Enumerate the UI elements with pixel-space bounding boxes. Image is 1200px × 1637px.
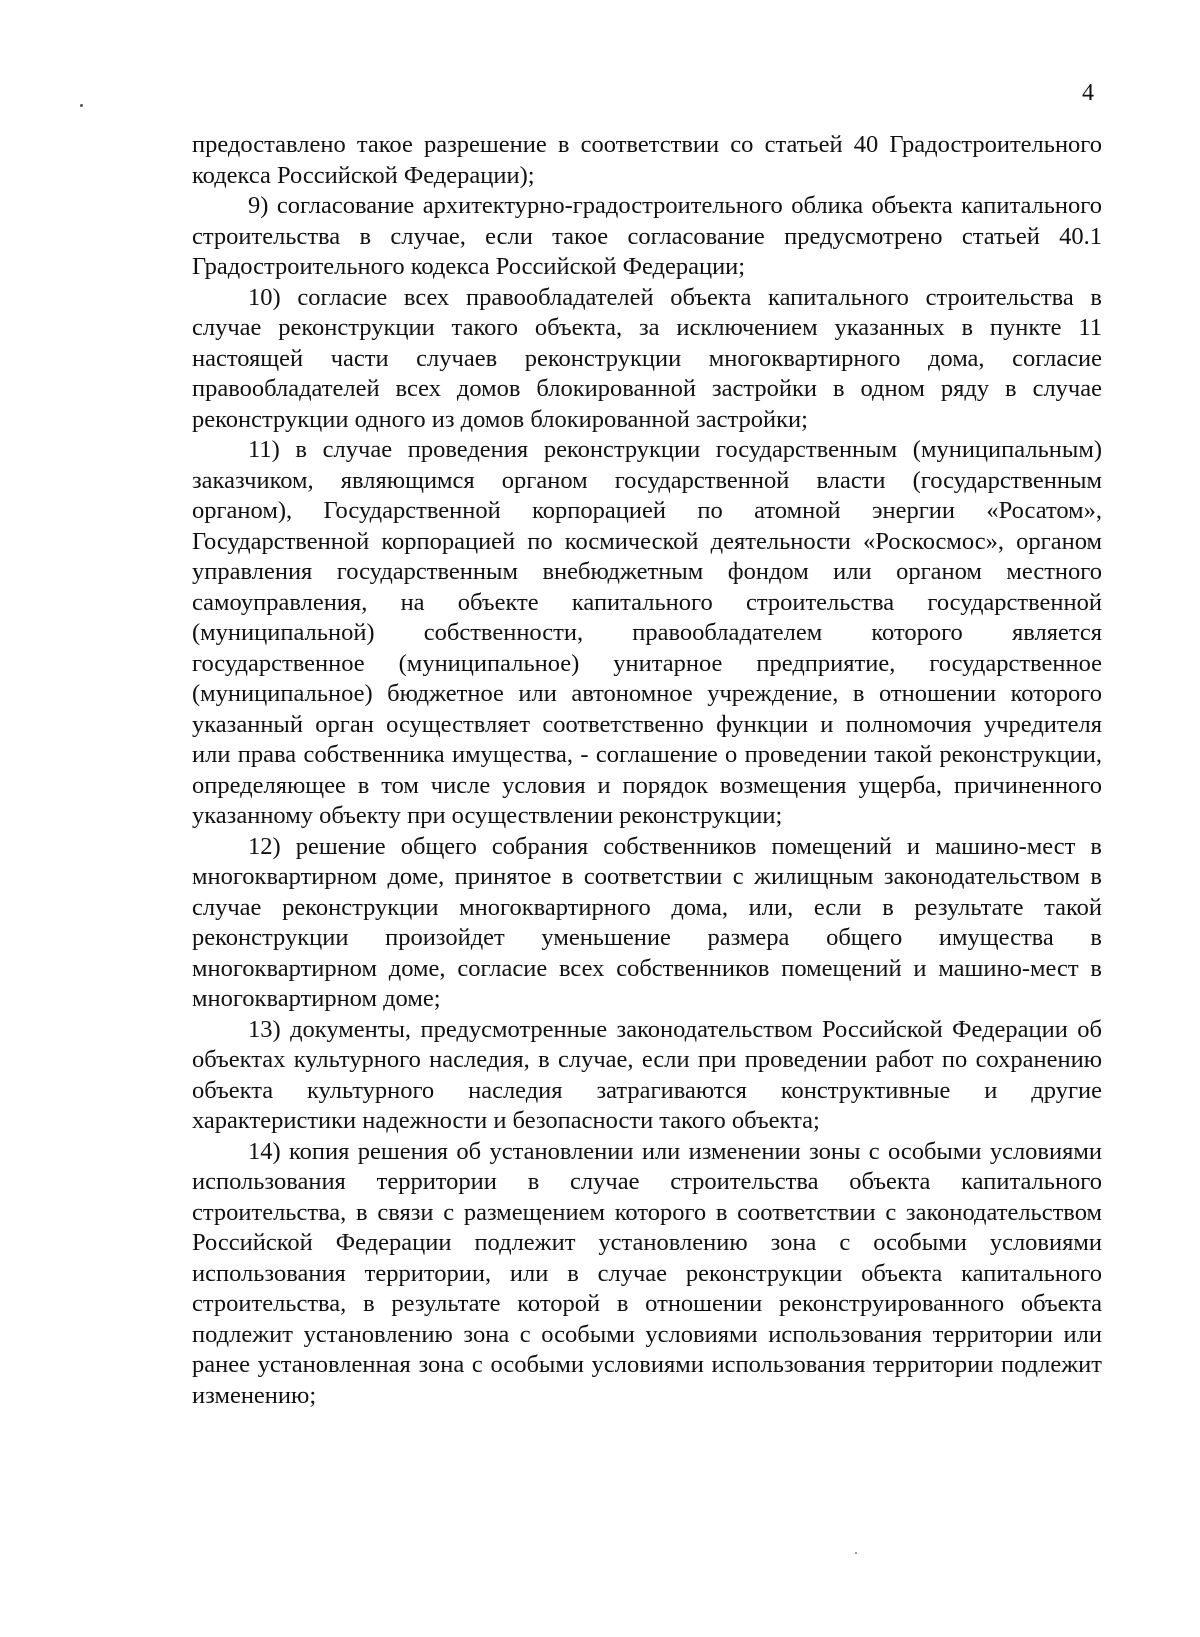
list-item-12: 12) решение общего собрания собственников помещений и машино-мест в многоквартирном доме, принятое в соответствии с жилищным законодательством в случае реконструкции многоквартирного дома, или, если в результате такой реконструкции произойдет уменьшение размера общего имущества в многоквартирном доме, согласие всех собственников помещений и машино-мест в многоквартирном доме; [192,832,1102,1012]
scan-speck [855,1552,857,1554]
list-item-11: 11) в случае проведения реконструкции государственным (муниципальным) заказчиком, являющимся органом государственной власти (государственным органом), Государственной корпорацией по атомной энергии «Росатом», Государственной корпорацией по космической деятельности «Роскосмос», органом управления государственным внебюджетным фондом или органом местного самоуправления, на объекте капитального строительства государственной (муниципальной) собственности, правообладателем которого является государственное (муниципальное) унитарное предприятие, государственное (муниципальное) бюджетное или автономное учреждение, в отношении которого указанный орган осуществляет соответственно функции и полномочия учредителя или права собственника имущества, - соглашение о проведении такой реконструкции, определяющее в том числе условия и порядок возмещения ущерба, причиненного указанному объекту при осуществлении реконструкции; [192,436,1102,829]
list-item-10: 10) согласие всех правообладателей объекта капитального строительства в случае реконструкции такого объекта, за исключением указанных в пункте 11 настоящей части случаев реконструкции многоквартирного дома, согласие правообладателей всех домов блокированной застройки в одном ряду в случае реконструкции одного из домов блокированной застройки; [192,283,1102,433]
list-item-9: 9) согласование архитектурно-градостроительного облика объекта капитального строительства в случае, если такое согласование предусмотрено статьей 40.1 Градостроительного кодекса Российской Федерации; [192,192,1102,280]
document-body [192,130,1102,1411]
paragraph-continuation: предоставлено такое разрешение в соответствии со статьей 40 Градостроительного кодекса Российской Федерации); [192,131,1102,189]
scan-speck [80,104,83,107]
page-number: 4 [1082,80,1094,106]
list-item-14: 14) копия решения об установлении или изменении зоны с особыми условиями использования территории в случае строительства объекта капитального строительства, в связи с размещением которого в соответствии с законодательством Российской Федерации подлежит установлению зона с особыми условиями использования территории, или в случае реконструкции объекта капитального строительства, в результате которой в отношении реконструированного объекта подлежит установлению зона с особыми условиями использования территории или ранее установленная зона с особыми условиями использования территории подлежит изменению; [192,1137,1102,1409]
list-item-13: 13) документы, предусмотренные законодательством Российской Федерации об объектах культурного наследия, в случае, если при проведении работ по сохранению объекта культурного наследия затрагиваются конструктивные и другие характеристики надежности и безопасности такого объекта; [192,1015,1102,1134]
